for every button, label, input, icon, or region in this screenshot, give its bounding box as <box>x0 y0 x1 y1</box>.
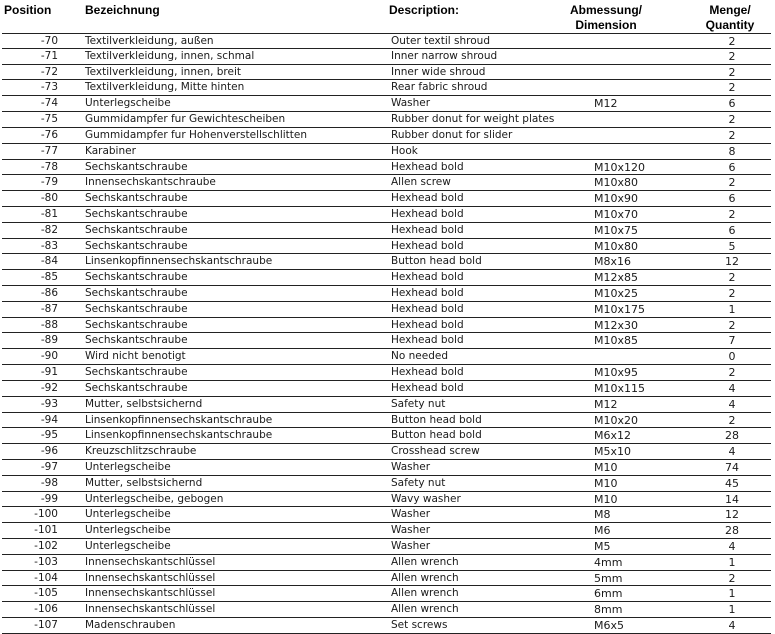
german-name-cell: Karabiner <box>85 144 136 157</box>
dimension-cell: M10x85 <box>594 334 638 348</box>
table-row <box>2 223 771 239</box>
english-description-cell: Hexhead bold <box>391 302 464 315</box>
german-name-cell: Innensechskantschlüssel <box>85 587 216 600</box>
quantity-cell: 2 <box>728 35 736 48</box>
table-row <box>2 444 771 460</box>
dimension-cell: M5 <box>594 540 611 553</box>
table-row <box>2 144 771 160</box>
dimension-cell: 8mm <box>594 603 623 617</box>
german-name-cell: Unterlegscheibe, gebogen <box>85 492 224 505</box>
table-row <box>2 333 771 349</box>
english-description-cell: Hexhead bold <box>391 207 464 220</box>
dimension-cell: M12x85 <box>594 271 638 285</box>
english-description-cell: Outer textil shroud <box>391 35 491 47</box>
quantity-column-header <box>690 3 770 33</box>
german-name-cell: Sechskantschraube <box>85 192 188 205</box>
german-name-cell: Madenschrauben <box>85 619 176 632</box>
quantity-cell: 4 <box>728 397 736 411</box>
position-cell: -98 <box>40 476 58 489</box>
table-row <box>2 128 771 144</box>
table-row <box>2 428 771 444</box>
german-name-cell: Sechskantschraube <box>85 207 188 220</box>
english-description-cell: Washer <box>391 97 431 110</box>
english-description-cell: Hexhead bold <box>391 239 464 252</box>
dimension-header-line2: Dimension <box>575 18 637 32</box>
table-row <box>2 302 771 318</box>
english-description-cell: Hexhead bold <box>391 318 464 331</box>
position-cell: -77 <box>40 144 58 157</box>
german-name-cell: Textilverkleidung, innen, schmal <box>85 49 255 62</box>
german-name-cell: Unterlegscheibe <box>85 540 171 552</box>
position-cell: -82 <box>40 223 58 236</box>
position-cell: -94 <box>40 413 58 426</box>
quantity-cell: 45 <box>725 476 739 490</box>
table-row <box>2 381 771 397</box>
quantity-cell: 7 <box>728 334 736 348</box>
german-name-cell: Sechskantschraube <box>85 302 188 315</box>
german-name-cell: Linsenkopfinnensechskantschraube <box>85 255 273 268</box>
english-description-cell: Hexhead bold <box>391 287 464 299</box>
german-name-cell: Sechskantschraube <box>85 334 188 347</box>
dimension-cell: M5x10 <box>594 445 631 459</box>
german-name-cell: Gummidampfer fur Hohenverstellschlitten <box>85 128 308 141</box>
position-cell: -73 <box>40 81 58 94</box>
dimension-cell: M12 <box>594 97 618 111</box>
english-description-cell: Safety nut <box>391 397 446 410</box>
table-row <box>2 207 771 223</box>
dimension-cell: M10 <box>594 476 618 490</box>
position-cell: -87 <box>40 302 58 315</box>
table-row <box>2 80 771 96</box>
english-description-cell: Rubber donut for weight plates <box>391 113 555 126</box>
english-description-cell: Allen screw <box>391 176 451 189</box>
quantity-cell: 2 <box>728 176 736 190</box>
quantity-cell: 2 <box>728 49 736 63</box>
table-row <box>2 191 771 207</box>
position-cell: -89 <box>40 334 58 347</box>
english-description-cell: Hexhead bold <box>391 381 464 394</box>
table-row <box>2 555 771 571</box>
english-description-cell: Allen wrench <box>391 571 459 584</box>
position-cell: -107 <box>34 619 58 632</box>
english-description-cell: Crosshead screw <box>391 445 480 458</box>
english-description-cell: Hexhead bold <box>391 192 464 205</box>
dimension-cell: M8x16 <box>594 255 631 269</box>
german-name-cell: Mutter, selbstsichernd <box>85 397 203 410</box>
quantity-cell: 5 <box>728 239 736 253</box>
position-cell: -102 <box>34 540 58 552</box>
quantity-cell: 2 <box>728 318 736 332</box>
position-cell: -71 <box>40 49 58 62</box>
table-row <box>2 602 771 618</box>
quantity-cell: 6 <box>728 223 736 237</box>
dimension-cell: M10x80 <box>594 176 638 190</box>
german-name-cell: Gummidampfer fur Gewichtescheiben <box>85 113 286 126</box>
table-row <box>2 618 771 634</box>
dimension-cell: M10 <box>594 492 618 506</box>
position-cell: -91 <box>40 366 58 379</box>
quantity-cell: 2 <box>728 287 736 300</box>
english-description-cell: Allen wrench <box>391 555 459 568</box>
dimension-cell: M12 <box>594 397 618 411</box>
position-cell: -93 <box>40 397 58 410</box>
dimension-cell: M10x115 <box>594 381 645 395</box>
dimension-cell: M10x175 <box>594 302 645 316</box>
quantity-cell: 2 <box>728 207 736 221</box>
english-description-cell: Allen wrench <box>391 587 459 600</box>
position-cell: -104 <box>34 571 58 584</box>
quantity-header-line2: Quantity <box>705 18 755 32</box>
english-description-cell: Washer <box>391 460 431 473</box>
dimension-cell: M6x12 <box>594 429 631 443</box>
quantity-cell: 12 <box>725 255 739 269</box>
dimension-header-line1: Abmessung/ <box>569 3 642 17</box>
quantity-cell: 2 <box>728 413 736 427</box>
position-cell: -95 <box>40 429 58 442</box>
german-name-cell: Textilverkleidung, Mitte hinten <box>85 81 245 94</box>
german-name-cell: Unterlegscheibe <box>85 508 171 521</box>
table-row <box>2 270 771 286</box>
german-name-cell: Wird nicht benotigt <box>85 350 186 363</box>
quantity-cell: 1 <box>728 587 736 601</box>
dimension-cell: M10x80 <box>594 239 638 253</box>
quantity-cell: 74 <box>725 460 739 474</box>
quantity-cell: 6 <box>728 97 736 111</box>
bezeichnung-column-header: Bezeichnung <box>85 3 160 17</box>
dimension-cell: M6 <box>594 524 611 538</box>
dimension-cell: M10 <box>594 460 618 474</box>
english-description-cell: Inner narrow shroud <box>391 49 498 62</box>
english-description-cell: Hexhead bold <box>391 160 464 173</box>
description-column-header: Description: <box>389 3 460 17</box>
table-row <box>2 397 771 413</box>
english-description-cell: Button head bold <box>391 255 482 268</box>
table-row <box>2 492 771 508</box>
german-name-cell: Innensechskantschlüssel <box>85 603 216 616</box>
quantity-cell: 14 <box>725 492 739 506</box>
quantity-cell: 2 <box>728 113 736 127</box>
quantity-cell: 4 <box>728 619 736 633</box>
english-description-cell: Rear fabric shroud <box>391 81 488 94</box>
english-description-cell: Allen wrench <box>391 603 459 616</box>
english-description-cell: Hexhead bold <box>391 223 464 236</box>
quantity-cell: 4 <box>728 445 736 459</box>
position-cell: -78 <box>40 160 58 173</box>
position-cell: -72 <box>40 65 58 78</box>
position-cell: -90 <box>40 350 58 363</box>
position-cell: -92 <box>40 381 58 394</box>
position-cell: -75 <box>40 113 58 126</box>
german-name-cell: Sechskantschraube <box>85 287 188 299</box>
quantity-cell: 6 <box>728 160 736 174</box>
position-cell: -81 <box>40 207 58 220</box>
german-name-cell: Innensechskantschlüssel <box>85 571 216 584</box>
dimension-cell: M10x25 <box>594 287 638 300</box>
german-name-cell: Sechskantschraube <box>85 366 188 379</box>
quantity-cell: 1 <box>728 302 736 316</box>
quantity-cell: 2 <box>728 65 736 79</box>
table-row <box>2 318 771 334</box>
english-description-cell: No needed <box>391 350 448 363</box>
german-name-cell: Innensechskantschlüssel <box>85 555 216 568</box>
quantity-cell: 0 <box>728 350 736 364</box>
table-row <box>2 476 771 492</box>
table-row <box>2 586 771 602</box>
german-name-cell: Unterlegscheibe <box>85 460 171 473</box>
dimension-cell: 5mm <box>594 571 623 585</box>
english-description-cell: Button head bold <box>391 429 482 442</box>
english-description-cell: Rubber donut for slider <box>391 128 513 141</box>
english-description-cell: Washer <box>391 508 431 521</box>
dimension-cell: M10x95 <box>594 366 638 380</box>
table-row <box>2 365 771 381</box>
dimension-cell: M10x90 <box>594 192 638 206</box>
english-description-cell: Hook <box>391 144 418 157</box>
table-row <box>2 239 771 255</box>
german-name-cell: Mutter, selbstsichernd <box>85 476 203 489</box>
table-row <box>2 349 771 365</box>
quantity-cell: 28 <box>725 524 739 538</box>
position-column-header: Position <box>4 3 52 17</box>
english-description-cell: Washer <box>391 540 431 552</box>
dimension-cell: M10x70 <box>594 207 638 221</box>
german-name-cell: Textilverkleidung, außen <box>85 35 214 47</box>
position-cell: -96 <box>40 445 58 458</box>
german-name-cell: Linsenkopfinnensechskantschraube <box>85 429 273 442</box>
position-cell: -100 <box>34 508 58 521</box>
quantity-cell: 1 <box>728 555 736 569</box>
quantity-header-line1: Menge/ <box>709 3 751 17</box>
position-cell: -83 <box>40 239 58 252</box>
position-cell: -76 <box>40 128 58 141</box>
english-description-cell: Set screws <box>391 619 448 632</box>
german-name-cell: Sechskantschraube <box>85 318 188 331</box>
quantity-cell: 2 <box>728 128 736 142</box>
german-name-cell: Textilverkleidung, innen, breit <box>85 65 242 78</box>
table-row <box>2 33 771 49</box>
position-cell: -97 <box>40 460 58 473</box>
position-cell: -101 <box>34 524 58 537</box>
position-cell: -70 <box>40 35 58 47</box>
quantity-cell: 8 <box>728 144 736 158</box>
table-row <box>2 160 771 176</box>
dimension-cell: M10x75 <box>594 223 638 237</box>
german-name-cell: Innensechskantschraube <box>85 176 216 189</box>
german-name-cell: Sechskantschraube <box>85 239 188 252</box>
english-description-cell: Inner wide shroud <box>391 65 486 78</box>
quantity-cell: 4 <box>728 540 736 553</box>
table-row <box>2 254 771 270</box>
german-name-cell: Sechskantschraube <box>85 271 188 284</box>
quantity-cell: 2 <box>728 271 736 285</box>
table-row <box>2 523 771 539</box>
quantity-cell: 28 <box>725 429 739 443</box>
table-row <box>2 507 771 523</box>
position-cell: -84 <box>40 255 58 268</box>
table-row <box>2 539 771 555</box>
dimension-cell: 6mm <box>594 587 623 601</box>
table-row <box>2 112 771 128</box>
quantity-cell: 2 <box>728 571 736 585</box>
quantity-cell: 12 <box>725 508 739 522</box>
position-cell: -86 <box>40 287 58 299</box>
dimension-cell: M6x5 <box>594 619 624 633</box>
german-name-cell: Sechskantschraube <box>85 223 188 236</box>
table-row <box>2 460 771 476</box>
dimension-cell: 4mm <box>594 555 623 569</box>
english-description-cell: Button head bold <box>391 413 482 426</box>
position-cell: -88 <box>40 318 58 331</box>
quantity-cell: 2 <box>728 366 736 380</box>
position-cell: -99 <box>40 492 58 505</box>
dimension-column-header <box>556 3 656 33</box>
table-row <box>2 286 771 302</box>
english-description-cell: Washer <box>391 524 431 537</box>
dimension-cell: M8 <box>594 508 611 522</box>
quantity-cell: 6 <box>728 192 736 206</box>
german-name-cell: Unterlegscheibe <box>85 524 171 537</box>
table-row <box>2 49 771 65</box>
quantity-cell: 4 <box>728 381 736 395</box>
position-cell: -79 <box>40 176 58 189</box>
table-row <box>2 65 771 81</box>
parts-table-body <box>2 33 771 634</box>
english-description-cell: Hexhead bold <box>391 271 464 284</box>
english-description-cell: Safety nut <box>391 476 446 489</box>
english-description-cell: Hexhead bold <box>391 366 464 379</box>
german-name-cell: Linsenkopfinnensechskantschraube <box>85 413 273 426</box>
position-cell: -85 <box>40 271 58 284</box>
table-row <box>2 571 771 587</box>
dimension-cell: M10x120 <box>594 160 645 174</box>
german-name-cell: Unterlegscheibe <box>85 97 171 110</box>
dimension-cell: M10x20 <box>594 413 638 427</box>
quantity-cell: 1 <box>728 603 736 617</box>
position-cell: -103 <box>34 555 58 568</box>
position-cell: -105 <box>34 587 58 600</box>
table-row <box>2 175 771 191</box>
english-description-cell: Wavy washer <box>391 492 461 505</box>
table-row <box>2 96 771 112</box>
position-cell: -74 <box>40 97 58 110</box>
german-name-cell: Sechskantschraube <box>85 381 188 394</box>
position-cell: -80 <box>40 192 58 205</box>
dimension-cell: M12x30 <box>594 318 638 332</box>
table-row <box>2 413 771 429</box>
position-cell: -106 <box>34 603 58 616</box>
german-name-cell: Sechskantschraube <box>85 160 188 173</box>
quantity-cell: 2 <box>728 81 736 95</box>
german-name-cell: Kreuzschlitzschraube <box>85 445 197 458</box>
english-description-cell: Hexhead bold <box>391 334 464 347</box>
